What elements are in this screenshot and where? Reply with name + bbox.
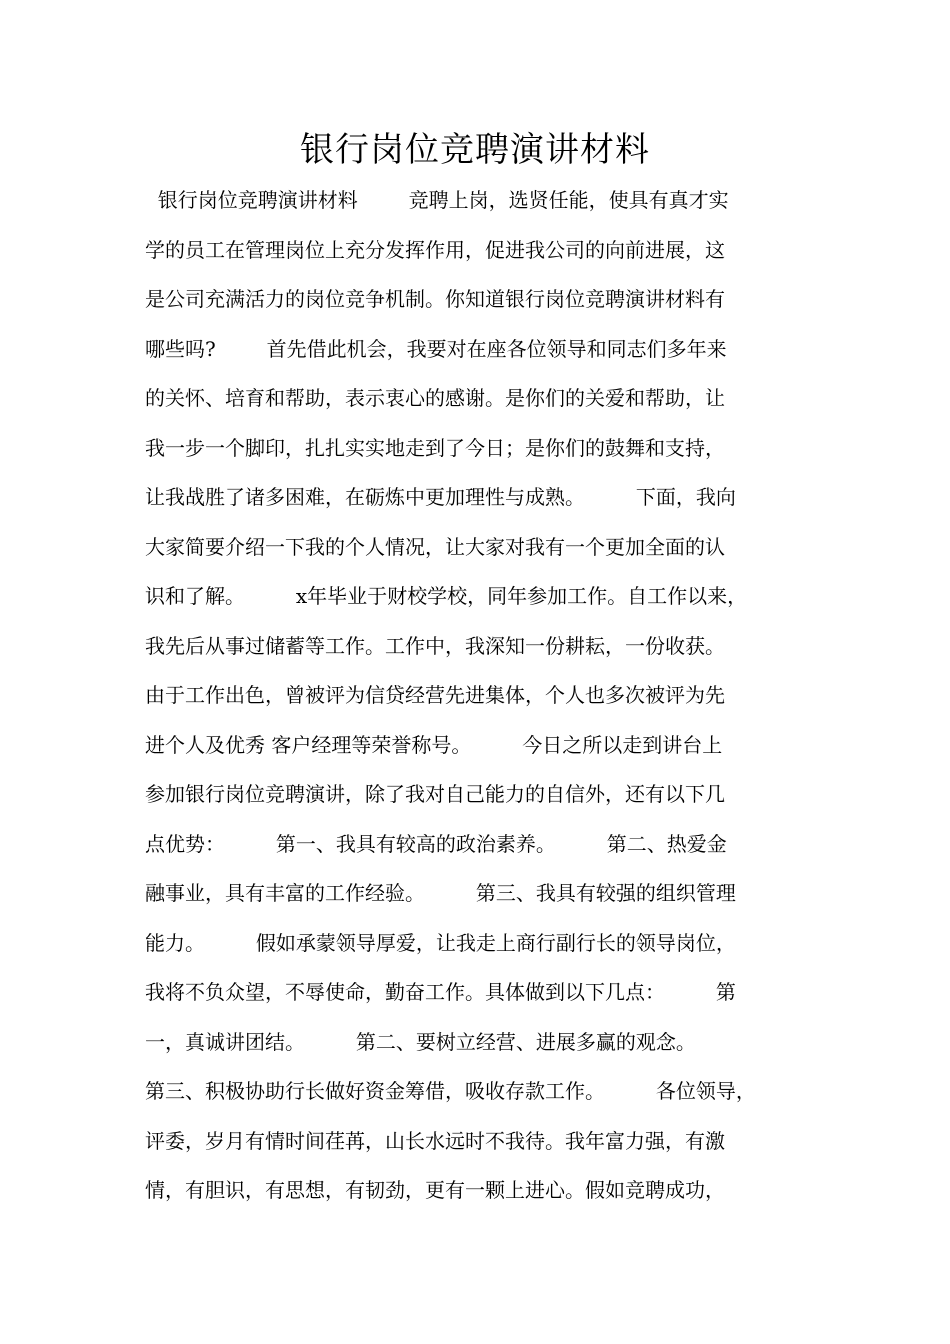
body-line: 我一步一个脚印，扎扎实实地走到了今日；是你们的鼓舞和支持，: [145, 435, 725, 460]
body-line: 由于工作出色，曾被评为信贷经营先进集体，个人也多次被评为先: [145, 683, 725, 707]
body-line: 点优势： 第一、我具有较高的政治素养。 第二、热爱金: [145, 831, 727, 856]
body-line: 情，有胆识，有思想，有韧劲，更有一颗上进心。假如竞聘成功，: [145, 1178, 725, 1202]
body-line: 能力。 假如承蒙领导厚爱，让我走上商行副行长的领导岗位，: [145, 930, 736, 955]
body-line: 参加银行岗位竞聘演讲，除了我对自己能力的自信外，还有以下几: [145, 782, 725, 806]
body-line: 识和了解。 x年毕业于财校学校，同年参加工作。自工作以来，: [145, 584, 748, 608]
body-line: 是公司充满活力的岗位竞争机制。你知道银行岗位竞聘演讲材料有: [145, 287, 725, 311]
document-title: 银行岗位竞聘演讲材料: [300, 130, 650, 170]
body-line: 我将不负众望，不辱使命，勤奋工作。具体做到以下几点： 第: [145, 980, 736, 1004]
body-line: 让我战胜了诸多困难，在砺炼中更加理性与成熟。 下面，我向: [145, 485, 736, 509]
body-line: 哪些吗? 首先借此机会，我要对在座各位领导和同志们多年来: [145, 336, 727, 361]
body-line: 银行岗位竞聘演讲材料 竞聘上岗，选贤任能，使具有真才实: [145, 188, 729, 212]
body-line: 学的员工在管理岗位上充分发挥作用，促进我公司的向前进展，这: [145, 237, 725, 262]
body-line: 我先后从事过储蓄等工作。工作中，我深知一份耕耘，一份收获。: [145, 633, 725, 658]
body-line: 的关怀、培育和帮助，表示衷心的感谢。是你们的关爱和帮助，让: [145, 386, 725, 410]
body-line: 进个人及优秀 客户经理等荣誉称号。 今日之所以走到讲台上: [145, 732, 723, 757]
body-line: 第三、积极协助行长做好资金筹借，吸收存款工作。 各位领导，: [145, 1079, 756, 1103]
body-line: 评委，岁月有情时间荏苒，山长水远时不我待。我年富力强，有激: [145, 1128, 725, 1153]
body-line: 一，真诚讲团结。 第二、要树立经营、进展多赢的观念。: [145, 1029, 696, 1054]
document-body: [145, 176, 825, 1216]
body-line: 融事业，具有丰富的工作经验。 第三、我具有较强的组织管理: [145, 881, 736, 905]
body-line: 大家简要介绍一下我的个人情况，让大家对我有一个更加全面的认: [145, 534, 725, 559]
